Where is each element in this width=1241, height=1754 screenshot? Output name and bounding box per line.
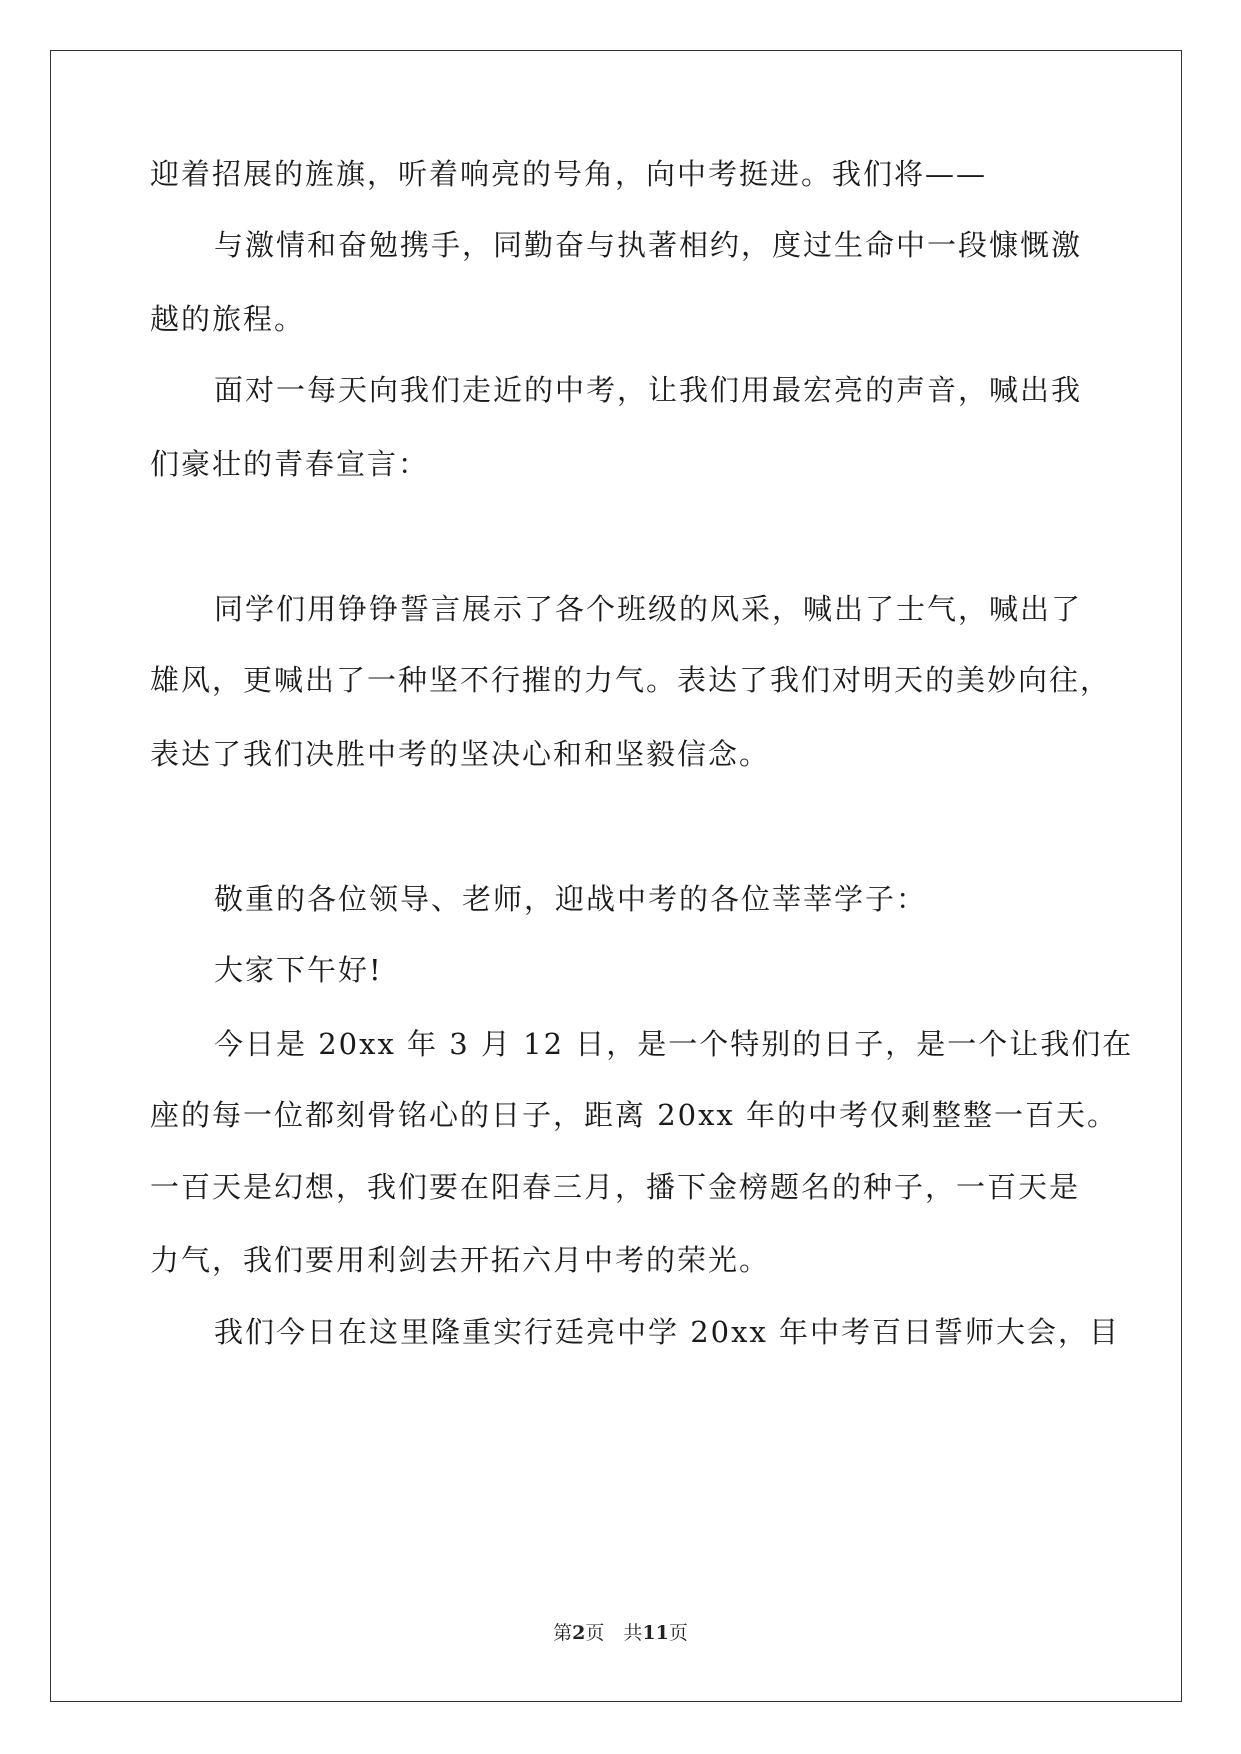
text-line: 表达了我们决胜中考的坚决心和和坚毅信念。 bbox=[150, 737, 771, 771]
page-footer bbox=[0, 1618, 1241, 1645]
text-line: 今日是 20xx 年 3 月 12 日，是一个特别的日子，是一个让我们在 bbox=[214, 1027, 1134, 1061]
footer-mid: 页 共 bbox=[585, 1622, 643, 1644]
total-page-number: 11 bbox=[642, 1622, 669, 1644]
text-line: 迎着招展的旌旗，听着响亮的号角，向中考挺进。我们将—— bbox=[150, 157, 988, 191]
text-line: 雄风，更喊出了一种坚不行摧的力气。表达了我们对明天的美妙向往， bbox=[150, 663, 1112, 697]
text-line: 敬重的各位领导、老师，迎战中考的各位莘莘学子： bbox=[214, 882, 928, 916]
text-line: 面对一每天向我们走近的中考，让我们用最宏亮的声音，喊出我 bbox=[214, 373, 1083, 407]
footer-prefix: 第 bbox=[553, 1622, 573, 1644]
text-line: 们豪壮的青春宣言： bbox=[150, 447, 430, 481]
text-line: 与激情和奋勉携手，同勤奋与执著相约，度过生命中一段慷慨激 bbox=[214, 228, 1083, 262]
text-line: 大家下午好! bbox=[214, 953, 383, 987]
text-line: 座的每一位都刻骨铭心的日子，距离 20xx 年的中考仅剩整整一百天。 bbox=[150, 1098, 1119, 1132]
current-page-number: 2 bbox=[572, 1622, 586, 1644]
footer-suffix: 页 bbox=[668, 1622, 688, 1644]
text-line: 力气，我们要用利剑去开拓六月中考的荣光。 bbox=[150, 1243, 771, 1277]
text-line: 一百天是幻想，我们要在阳春三月，播下金榜题名的种子，一百天是 bbox=[150, 1170, 1081, 1204]
text-line: 同学们用铮铮誓言展示了各个班级的风采，喊出了士气，喊出了 bbox=[214, 592, 1083, 626]
page-border bbox=[50, 50, 1182, 1702]
text-line: 越的旅程。 bbox=[150, 302, 306, 336]
text-line: 我们今日在这里隆重实行廷亮中学 20xx 年中考百日誓师大会，目 bbox=[214, 1315, 1121, 1349]
